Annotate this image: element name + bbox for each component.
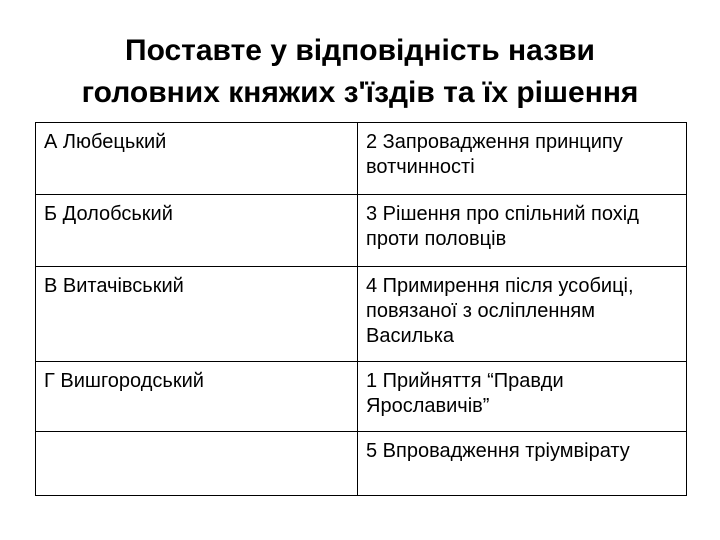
table-row [36, 267, 687, 362]
decision-cell: 5 Впровадження тріумвірату [358, 432, 687, 496]
decision-cell: 4 Примирення після усобиці, повязаної з осліпленням Василька [358, 267, 687, 362]
congress-cell: Б Долобський [36, 195, 358, 267]
title-line-2: головних княжих з'їздів та їх рішення [81, 76, 639, 109]
decision-cell: 3 Рішення про спільний похід проти половців [358, 195, 687, 267]
table-row [36, 123, 687, 195]
page-title [0, 30, 720, 114]
title-line-1: Поставте у відповідність назви [125, 34, 595, 67]
table-row [36, 432, 687, 496]
congress-cell-empty [36, 432, 358, 496]
table-row [36, 195, 687, 267]
congress-cell: Г Вишгородський [36, 362, 358, 432]
matching-table [35, 122, 687, 496]
congress-cell: А Любецький [36, 123, 358, 195]
decision-cell: 1 Прийняття “Правди Ярославичів” [358, 362, 687, 432]
decision-cell: 2 Запровадження принципу вотчинності [358, 123, 687, 195]
table-row [36, 362, 687, 432]
congress-cell: В Витачівський [36, 267, 358, 362]
